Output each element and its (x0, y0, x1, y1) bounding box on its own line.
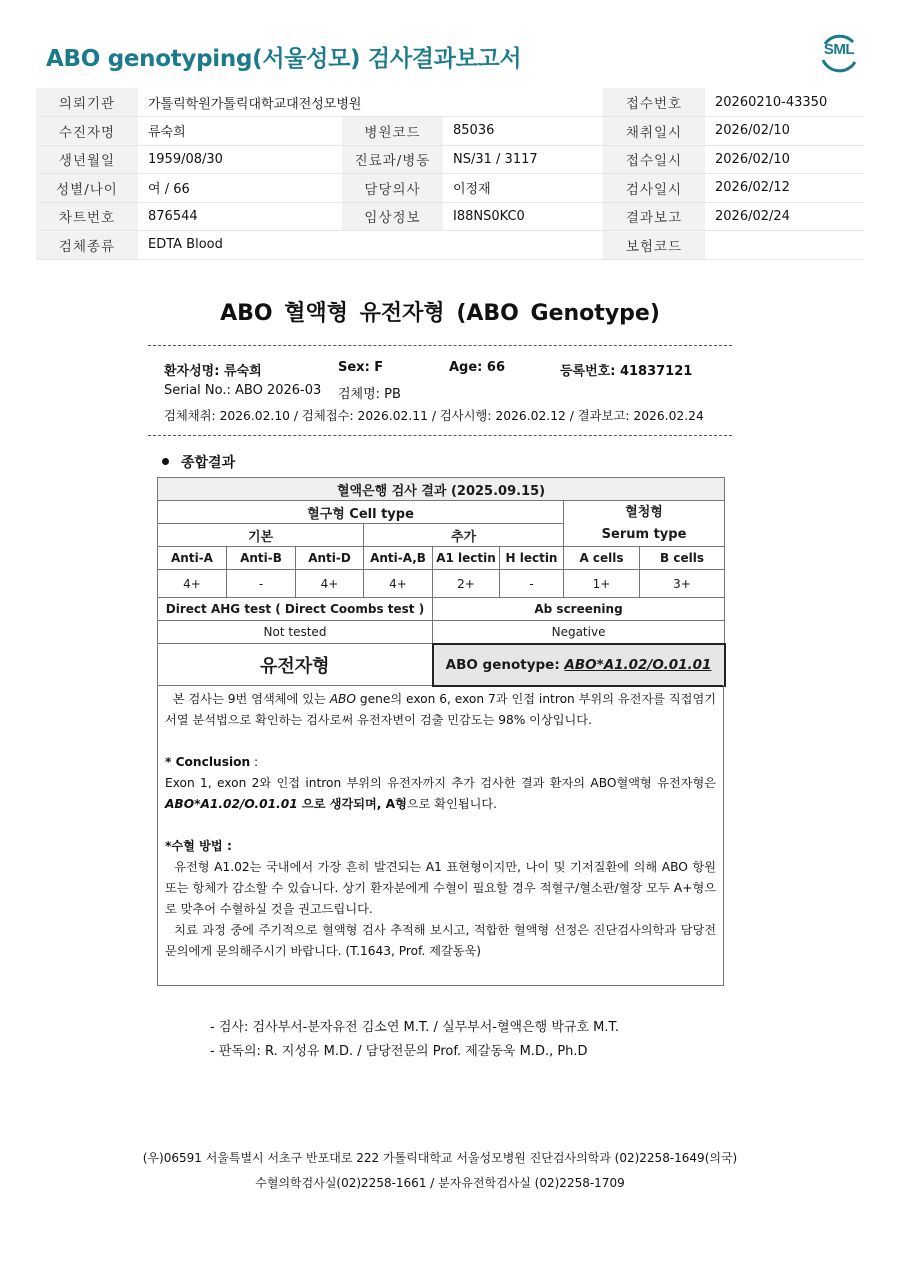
result-value: 4+ (296, 570, 364, 598)
genotype-report-title: ABO 혈액형 유전자형 (ABO Genotype) (220, 301, 660, 326)
cell-type-header: 혈구형 Cell type (158, 501, 564, 524)
serum-type-header: 혈청형 Serum type (564, 501, 725, 547)
info-value (705, 231, 864, 260)
info-label: 담당의사 (342, 174, 443, 203)
info-label: 병원코드 (342, 117, 443, 146)
info-value: EDTA Blood (138, 231, 603, 260)
table-row (36, 145, 864, 174)
table-row (158, 501, 725, 524)
result-value: 4+ (364, 570, 433, 598)
result-value: 4+ (158, 570, 227, 598)
serial-number: Serial No.: ABO 2026-03 (164, 383, 322, 398)
blood-bank-result-table (157, 477, 726, 687)
dat-value: Not tested (158, 621, 433, 644)
info-label: 검사일시 (603, 174, 705, 203)
table-row (36, 117, 864, 146)
info-label: 의뢰기관 (36, 88, 138, 117)
info-value: I88NS0KC0 (443, 202, 603, 231)
column-header: Anti-A (158, 547, 227, 570)
info-label: 생년월일 (36, 145, 138, 174)
table-row (36, 174, 864, 203)
interpretation-box (157, 685, 724, 986)
dashed-divider (148, 345, 732, 346)
blood-bank-title: 혈액은행 검사 결과 (2025.09.15) (158, 478, 725, 501)
result-value: - (227, 570, 296, 598)
info-value: 가톨릭학원가톨릭대학교대전성모병원 (138, 88, 603, 117)
column-header: H lectin (500, 547, 564, 570)
bullet-icon (162, 458, 169, 465)
patient-sex: Sex: F (338, 360, 384, 375)
genotype-result: ABO genotype: ABO*A1.02/O.01.01 (433, 644, 725, 686)
info-value: 2026/02/10 (705, 117, 864, 146)
footer-address: (우)06591 서울특별시 서초구 반포대로 222 가톨릭대학교 서울성모병원 진단검사의학과 (02)2258-1649(의국) (142, 1151, 738, 1165)
info-label: 성별/나이 (36, 174, 138, 203)
info-label: 임상정보 (342, 202, 443, 231)
info-label: 진료과/병동 (342, 145, 443, 174)
info-label: 수진자명 (36, 117, 138, 146)
info-value: 여 / 66 (138, 174, 342, 203)
info-value: 2026/02/10 (705, 145, 864, 174)
result-value: 2+ (433, 570, 500, 598)
tested-by: - 검사: 검사부서-분자유전 김소연 M.T. / 실무부서-혈액은행 박규호 M.T. (210, 1020, 620, 1035)
read-by: - 판독의: R. 지성유 M.D. / 담당전문의 Prof. 제갈동욱 M.D., Ph.D (210, 1044, 588, 1059)
patient-age: Age: 66 (449, 360, 505, 375)
info-label: 접수번호 (603, 88, 705, 117)
transfusion-heading: *수혈 방법 : (165, 839, 232, 853)
genotype-label: 유전자형 (158, 644, 433, 686)
table-row (158, 547, 725, 570)
table-row (36, 202, 864, 231)
ab-screening-value: Negative (433, 621, 725, 644)
additional-header: 추가 (364, 524, 564, 547)
info-label: 차트번호 (36, 202, 138, 231)
follow-up-text: 치료 과정 중에 주기적으로 혈액형 검사 추적해 보시고, 적합한 혈액형 선정은 진단검사의학과 담당전문의에게 문의해주시기 바랍니다. (T.1643, Prof. 제갈동욱) (165, 923, 717, 958)
result-value: - (500, 570, 564, 598)
specimen-name: 검체명: PB (338, 387, 401, 402)
table-row (36, 231, 864, 260)
info-value: NS/31 / 3117 (443, 145, 603, 174)
method-description: 본 검사는 9번 염색체에 있는 ABO gene의 exon 6, exon 7과 인접 intron 부위의 유전자를 직접염기서열 분석법으로 확인하는 검사로써 유전자변이 검출 민감도는 98% 이상입니다. (165, 692, 716, 727)
dat-label: Direct AHG test ( Direct Coombs test ) (158, 598, 433, 621)
report-dates: 검체채취: 2026.02.10 / 검체접수: 2026.02.11 / 검사시행: 2026.02.12 / 결과보고: 2026.02.24 (164, 409, 704, 423)
table-row (158, 621, 725, 644)
table-row (158, 644, 725, 686)
section-heading: 종합결과 (162, 452, 235, 472)
result-value: 3+ (640, 570, 725, 598)
patient-name: 환자성명: 류숙희 (164, 364, 262, 379)
table-row (158, 570, 725, 598)
info-value: 이정재 (443, 174, 603, 203)
column-header: A1 lectin (433, 547, 500, 570)
info-value: 20260210-43350 (705, 88, 864, 117)
info-value: 876544 (138, 202, 342, 231)
info-label: 접수일시 (603, 145, 705, 174)
info-value: 류숙희 (138, 117, 342, 146)
column-header: B cells (640, 547, 725, 570)
report-title: ABO genotyping(서울성모) 검사결과보고서 (46, 46, 522, 72)
conclusion-heading: * Conclusion : (165, 755, 259, 769)
transfusion-text: 유전형 A1.02는 국내에서 가장 흔히 발견되는 A1 표현형이지만, 나이 및 기저질환에 의해 ABO 항원 또는 항체가 감소할 수 있습니다. 상기 환자분에게 수혈이 필요할 경우 적혈구/혈소판/혈장 모두 A+형으로 맞추어 수혈하실 것을 권고드립니다. (165, 860, 716, 916)
column-header: A cells (564, 547, 640, 570)
info-value: 2026/02/24 (705, 202, 864, 231)
ab-screening-label: Ab screening (433, 598, 725, 621)
info-value: 85036 (443, 117, 603, 146)
column-header: Anti-A,B (364, 547, 433, 570)
table-row (158, 598, 725, 621)
footer-phones: 수혈의학검사실(02)2258-1661 / 분자유전학검사실 (02)2258-1709 (255, 1176, 625, 1190)
patient-info-table (36, 88, 864, 260)
table-row (36, 88, 864, 117)
info-label: 결과보고 (603, 202, 705, 231)
info-label: 보험코드 (603, 231, 705, 260)
info-value: 1959/08/30 (138, 145, 342, 174)
basic-header: 기본 (158, 524, 364, 547)
registration-number: 등록번호: 41837121 (560, 364, 693, 379)
dashed-divider (148, 435, 732, 436)
info-value: 2026/02/12 (705, 174, 864, 203)
result-value: 1+ (564, 570, 640, 598)
info-label: 검체종류 (36, 231, 138, 260)
table-row (158, 478, 725, 501)
column-header: Anti-B (227, 547, 296, 570)
logo-text: SML (823, 41, 855, 58)
conclusion-text: Exon 1, exon 2와 인접 intron 부위의 유전자까지 추가 검사한 결과 환자의 ABO혈액형 유전자형은 ABO*A1.02/O.01.01 으로 생각되며, A형으로 확인됩니다. (165, 776, 716, 811)
column-header: Anti-D (296, 547, 364, 570)
info-label: 채취일시 (603, 117, 705, 146)
sml-logo (817, 30, 861, 74)
